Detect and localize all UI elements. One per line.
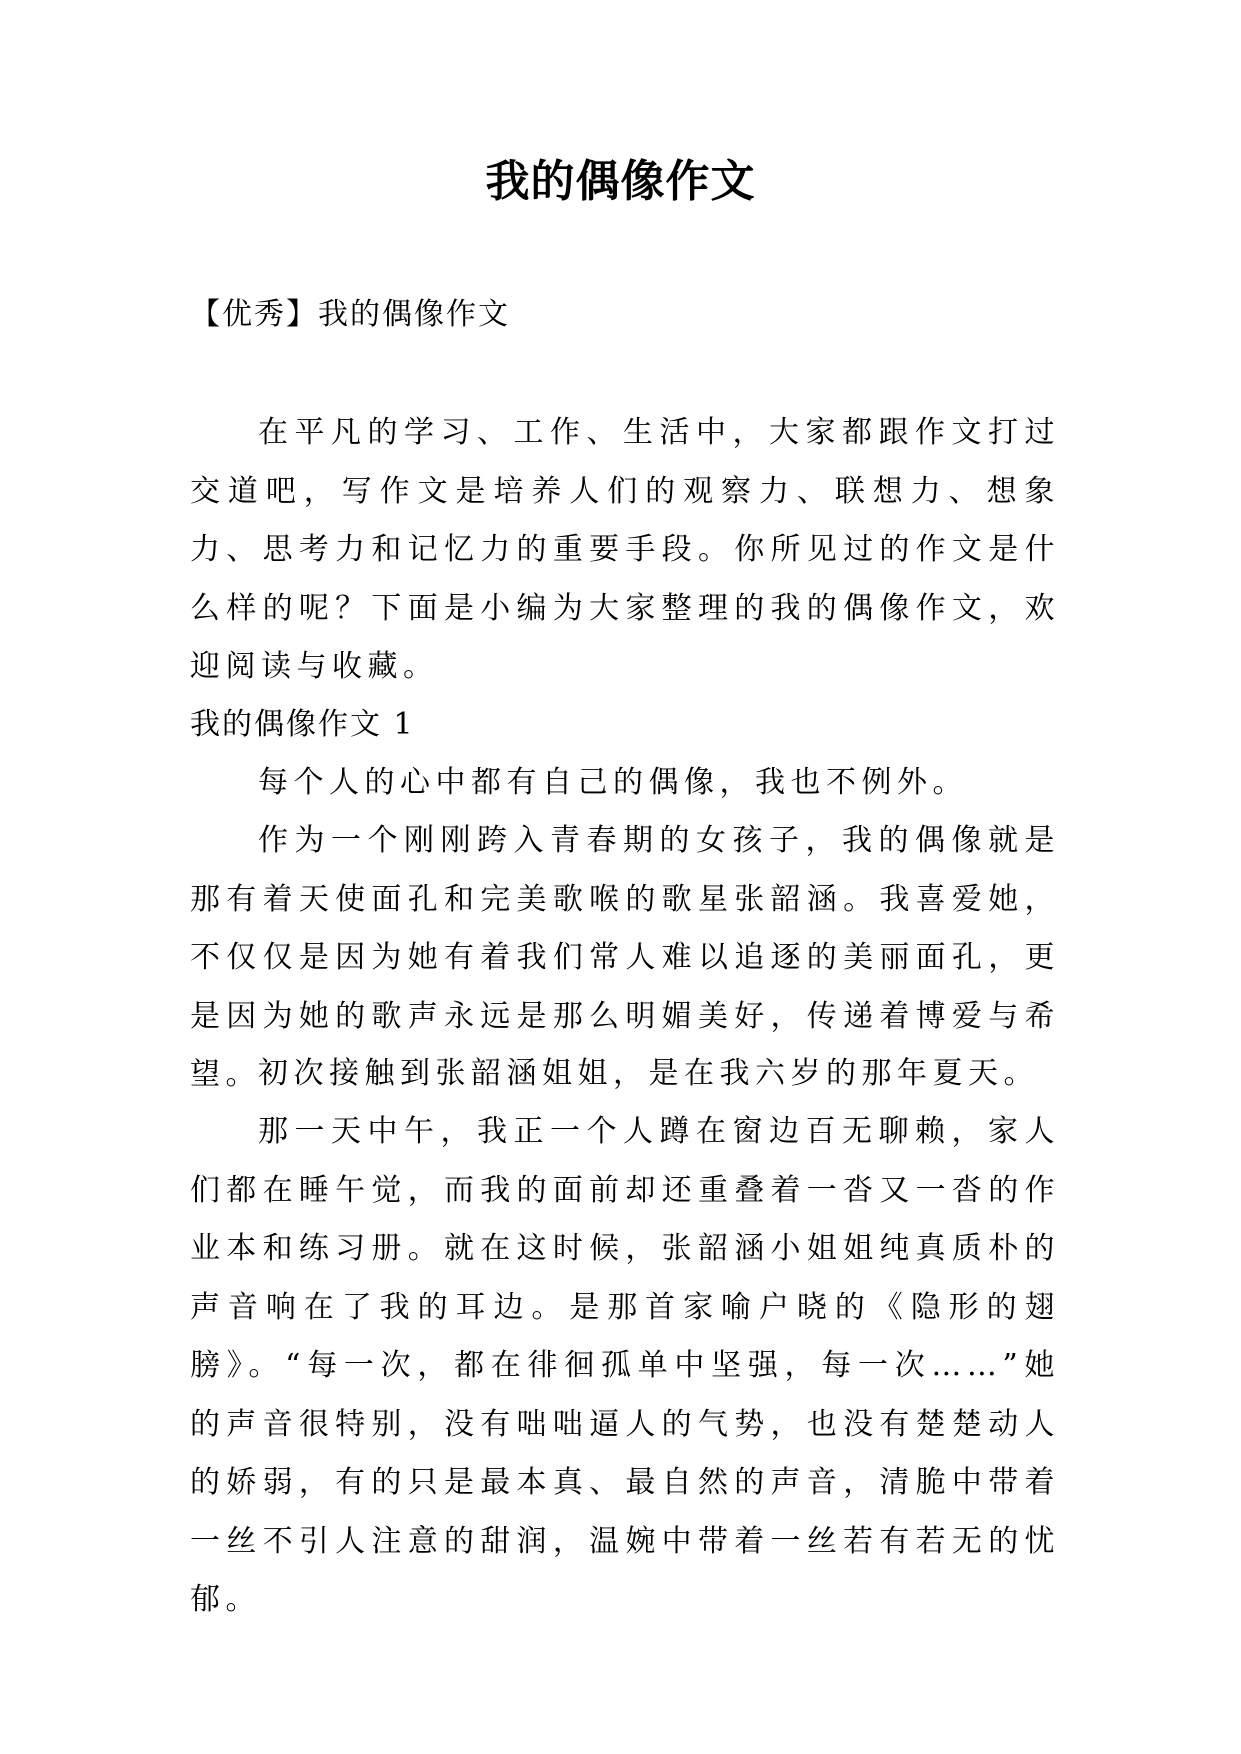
section-heading: 我的偶像作文 1 <box>190 707 415 742</box>
intro-paragraph: 在平凡的学习、工作、生活中，大家都跟作文打过交道吧，写作文是培养人们的观察力、联想力、想象力、思考力和记忆力的重要手段。你所见过的作文是什么样的呢？下面是小编为大家整理的我的偶像作文，欢迎阅读与收藏。 <box>190 415 1060 684</box>
body-paragraph-3: 初次接触到张韶涵姐姐，是在我六岁的那年夏天。 <box>258 1056 1039 1091</box>
document-subtitle: 【优秀】我的偶像作文 <box>190 297 510 332</box>
body-paragraph-1: 每个人的心中都有自己的偶像，我也不例外。 <box>258 765 968 800</box>
document-title: 我的偶像作文 <box>485 156 756 207</box>
body-paragraph-4: 那一天中午，我正一个人蹲在窗边百无聊赖，家人们都在睡午觉，而我的面前却还重叠着一沓又一沓的作业本和练习册。就在这时候，张韶涵小姐姐纯真质朴的声音响在了我的耳边。是那首家喻户晓的《隐形的翅膀》。“每一次，都在徘徊孤单中坚强，每一次……”她的声音很特别，没有咄咄逼人的气势，也没有楚楚动人的娇弱，有的只是最本真、最自然的声音，清脆中带着一丝不引人注意的甜润，温婉中带着一丝若有若无的忧郁。 <box>190 1114 1060 1617</box>
body-paragraph-2: 作为一个刚刚跨入青春期的女孩子，我的偶像就是那有着天使面孔和完美歌喉的歌星张韶涵。我喜爱她，不仅仅是因为她有着我们常人难以追逐的美丽面孔，更是因为她的歌声永远是那么明媚美好，传递着博爱与希望。 <box>190 823 1060 1092</box>
